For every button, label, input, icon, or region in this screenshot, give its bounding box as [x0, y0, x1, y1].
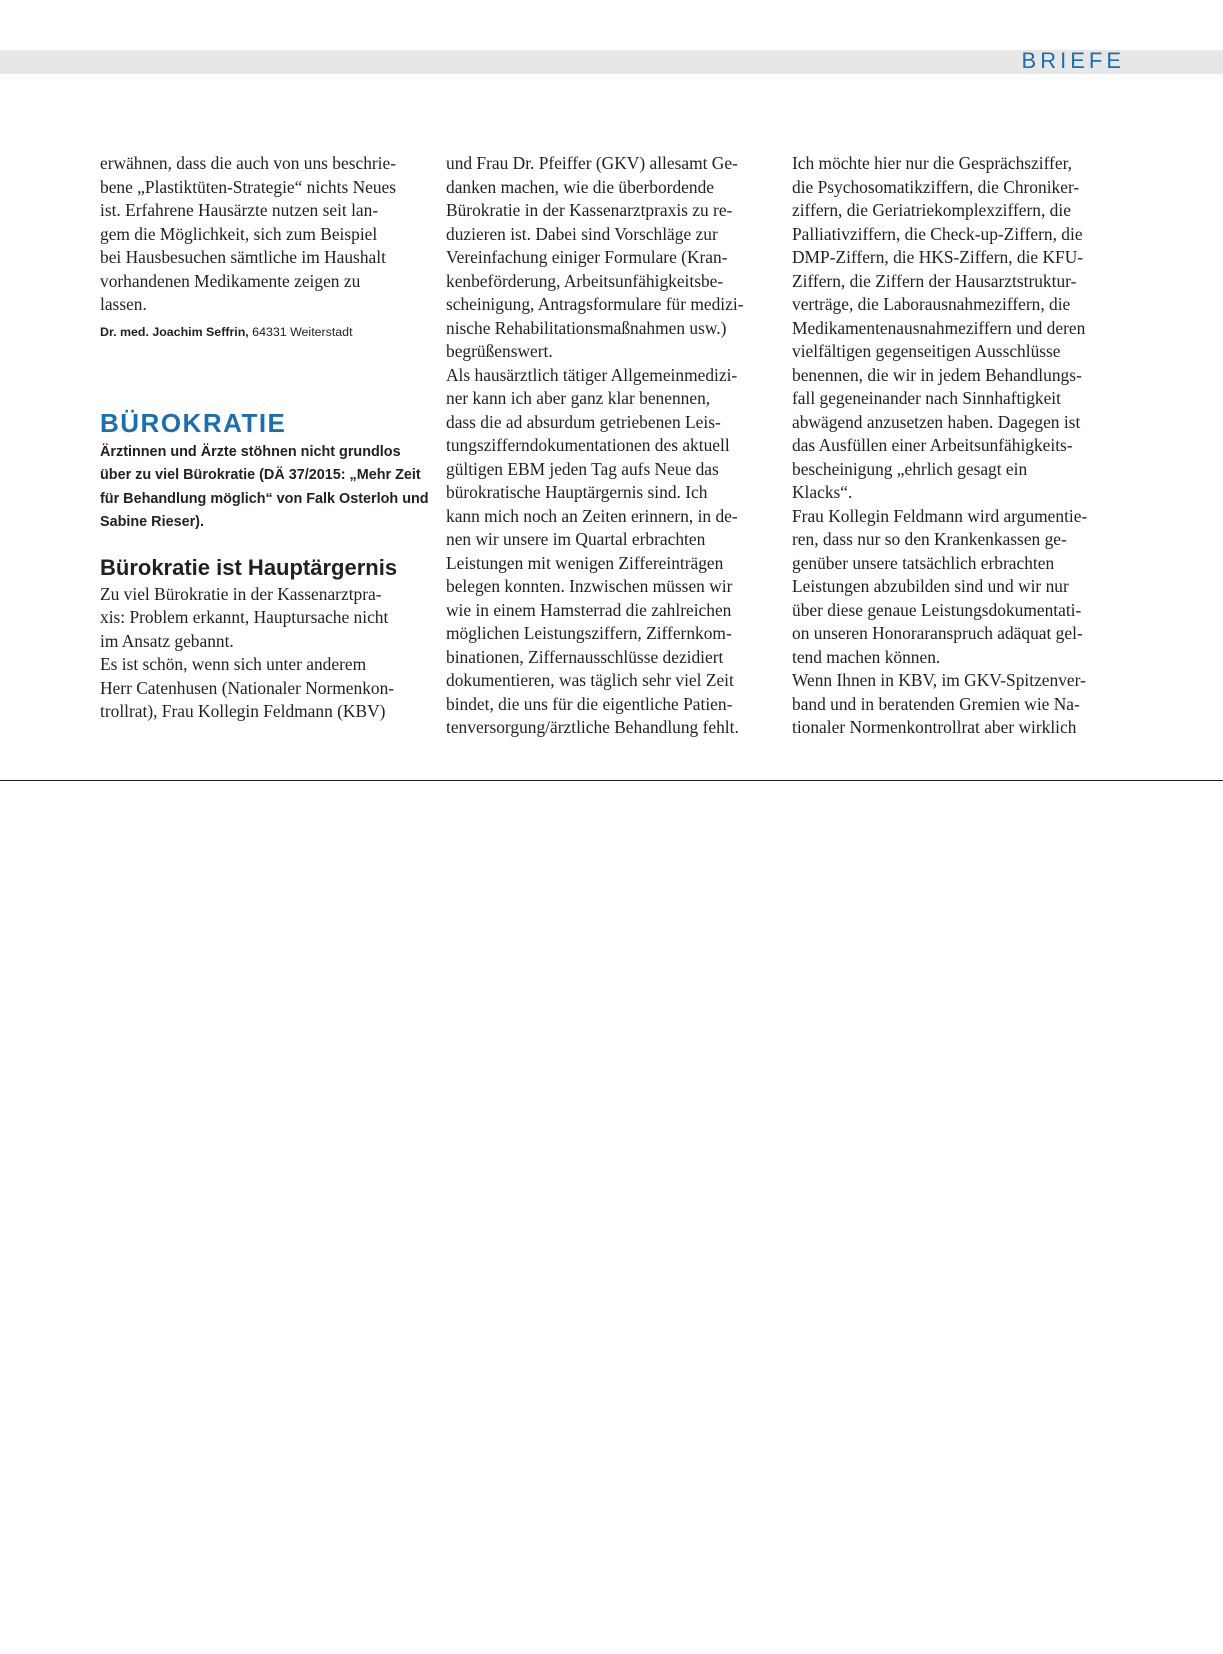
signature-place: 64331 Weiterstadt: [248, 324, 353, 339]
column-1: [100, 152, 430, 724]
topic-intro: Ärztinnen und Ärzte stöhnen nicht grundlos über zu viel Bürokratie (DÄ 37/2015: „Mehr Zeit für Behandlung möglich“ von Falk Osterloh und Sabine Rieser).: [100, 443, 429, 530]
letter-body-text-1: Zu viel Bürokratie in der Kassenarztpra- xis: Problem erkannt, Hauptursache nicht im Ansatz gebannt. Es ist schön, wenn sich unter anderem Herr Catenhusen (Nationaler Normenkon- trollrat), Frau Kollegin Feldmann (KBV): [100, 583, 395, 721]
section-label: BRIEFE: [1021, 48, 1125, 73]
letter-body-text-3: Ich möchte hier nur die Gesprächsziffer, die Psychosomatikziffern, die Chroniker- ziffern, die Geriatriekomplexziffern, die Palliativziffern, die Check-up-Ziffern, die DMP-Ziffern, die HKS-Ziffern, die KFU- Ziffern, die Ziffern der Hausarztstruktur- verträge, die Laborausnahmeziffern, die Medikamentenausnahmeziffern und deren vielfältigen gegenseitigen Ausschlüsse benennen, die wir in jedem Behandlungs- fall gegeneinander nach Sinnhaftigkeit abwägend anzusetzen haben. Dagegen ist das Ausfüllen einer Arbeitsunfähigkeits- bescheinigung „ehrlich gesagt ein Klacks“. Frau Kollegin Feldmann wird argumentie- ren, dass nur so den Krankenkassen ge- genüber unsere tatsächlich erbrachten Leistungen abzubilden sind und wir nur über diese genaue Leistungsdokumentati- on unseren Honoraranspruch adäquat gel- tend machen können. Wenn Ihnen in KBV, im GKV-Spitzenver- band und in beratenden Gremien wie Na- tionaler Normenkontrollrat aber wirklich: [792, 153, 1088, 737]
letter-headline: Bürokratie ist Hauptärgernis: [100, 554, 398, 580]
column-2: [446, 152, 776, 740]
letter-signature: [100, 323, 430, 341]
topic-kicker: BÜROKRATIE: [100, 407, 287, 438]
column-3: [792, 152, 1122, 740]
letter-continuation-text: erwähnen, dass die auch von uns beschrie- bene „Plastiktüten-Strategie“ nichts Neues ist. Erfahrene Hausärzte nutzen seit lan- gem die Möglichkeit, sich zum Beispiel bei Hausbesuchen sämtliche im Haushalt vorhandenen Medikamente zeigen zu lassen.: [100, 153, 397, 314]
horizontal-rule: [0, 780, 1223, 781]
letter-body-text-2: und Frau Dr. Pfeiffer (GKV) allesamt Ge- danken machen, wie die überbordende Bürokratie in der Kassenarztpraxis zu re- duzieren ist. Dabei sind Vorschläge zur Vereinfachung einiger Formulare (Kran- kenbeförderung, Arbeitsunfähigkeitsbe- scheinigung, Antragsformulare für medizi- nische Rehabilitationsmaßnahmen usw.) begrüßenswert. Als hausärztlich tätiger Allgemeinmedizi- ner kann ich aber ganz klar benennen, dass die ad absurdum getriebenen Leis- tungszifferndokumentationen des aktuell gültigen EBM jeden Tag aufs Neue das bürokratische Hauptärgernis sind. Ich kann mich noch an Zeiten erinnern, in de- nen wir unsere im Quartal erbrachten Leistungen mit wenigen Ziffereinträgen belegen konnten. Inzwischen müssen wir wie in einem Hamsterrad die zahlreichen möglichen Leistungsziffern, Ziffernkom- binationen, Ziffernausschlüsse dezidiert dokumentieren, was täglich sehr viel Zeit bindet, die uns für die eigentliche Patien- tenversorgung/ärztliche Behandlung fehlt.: [446, 153, 744, 737]
signature-name: Dr. med. Joachim Seffrin,: [100, 324, 249, 339]
